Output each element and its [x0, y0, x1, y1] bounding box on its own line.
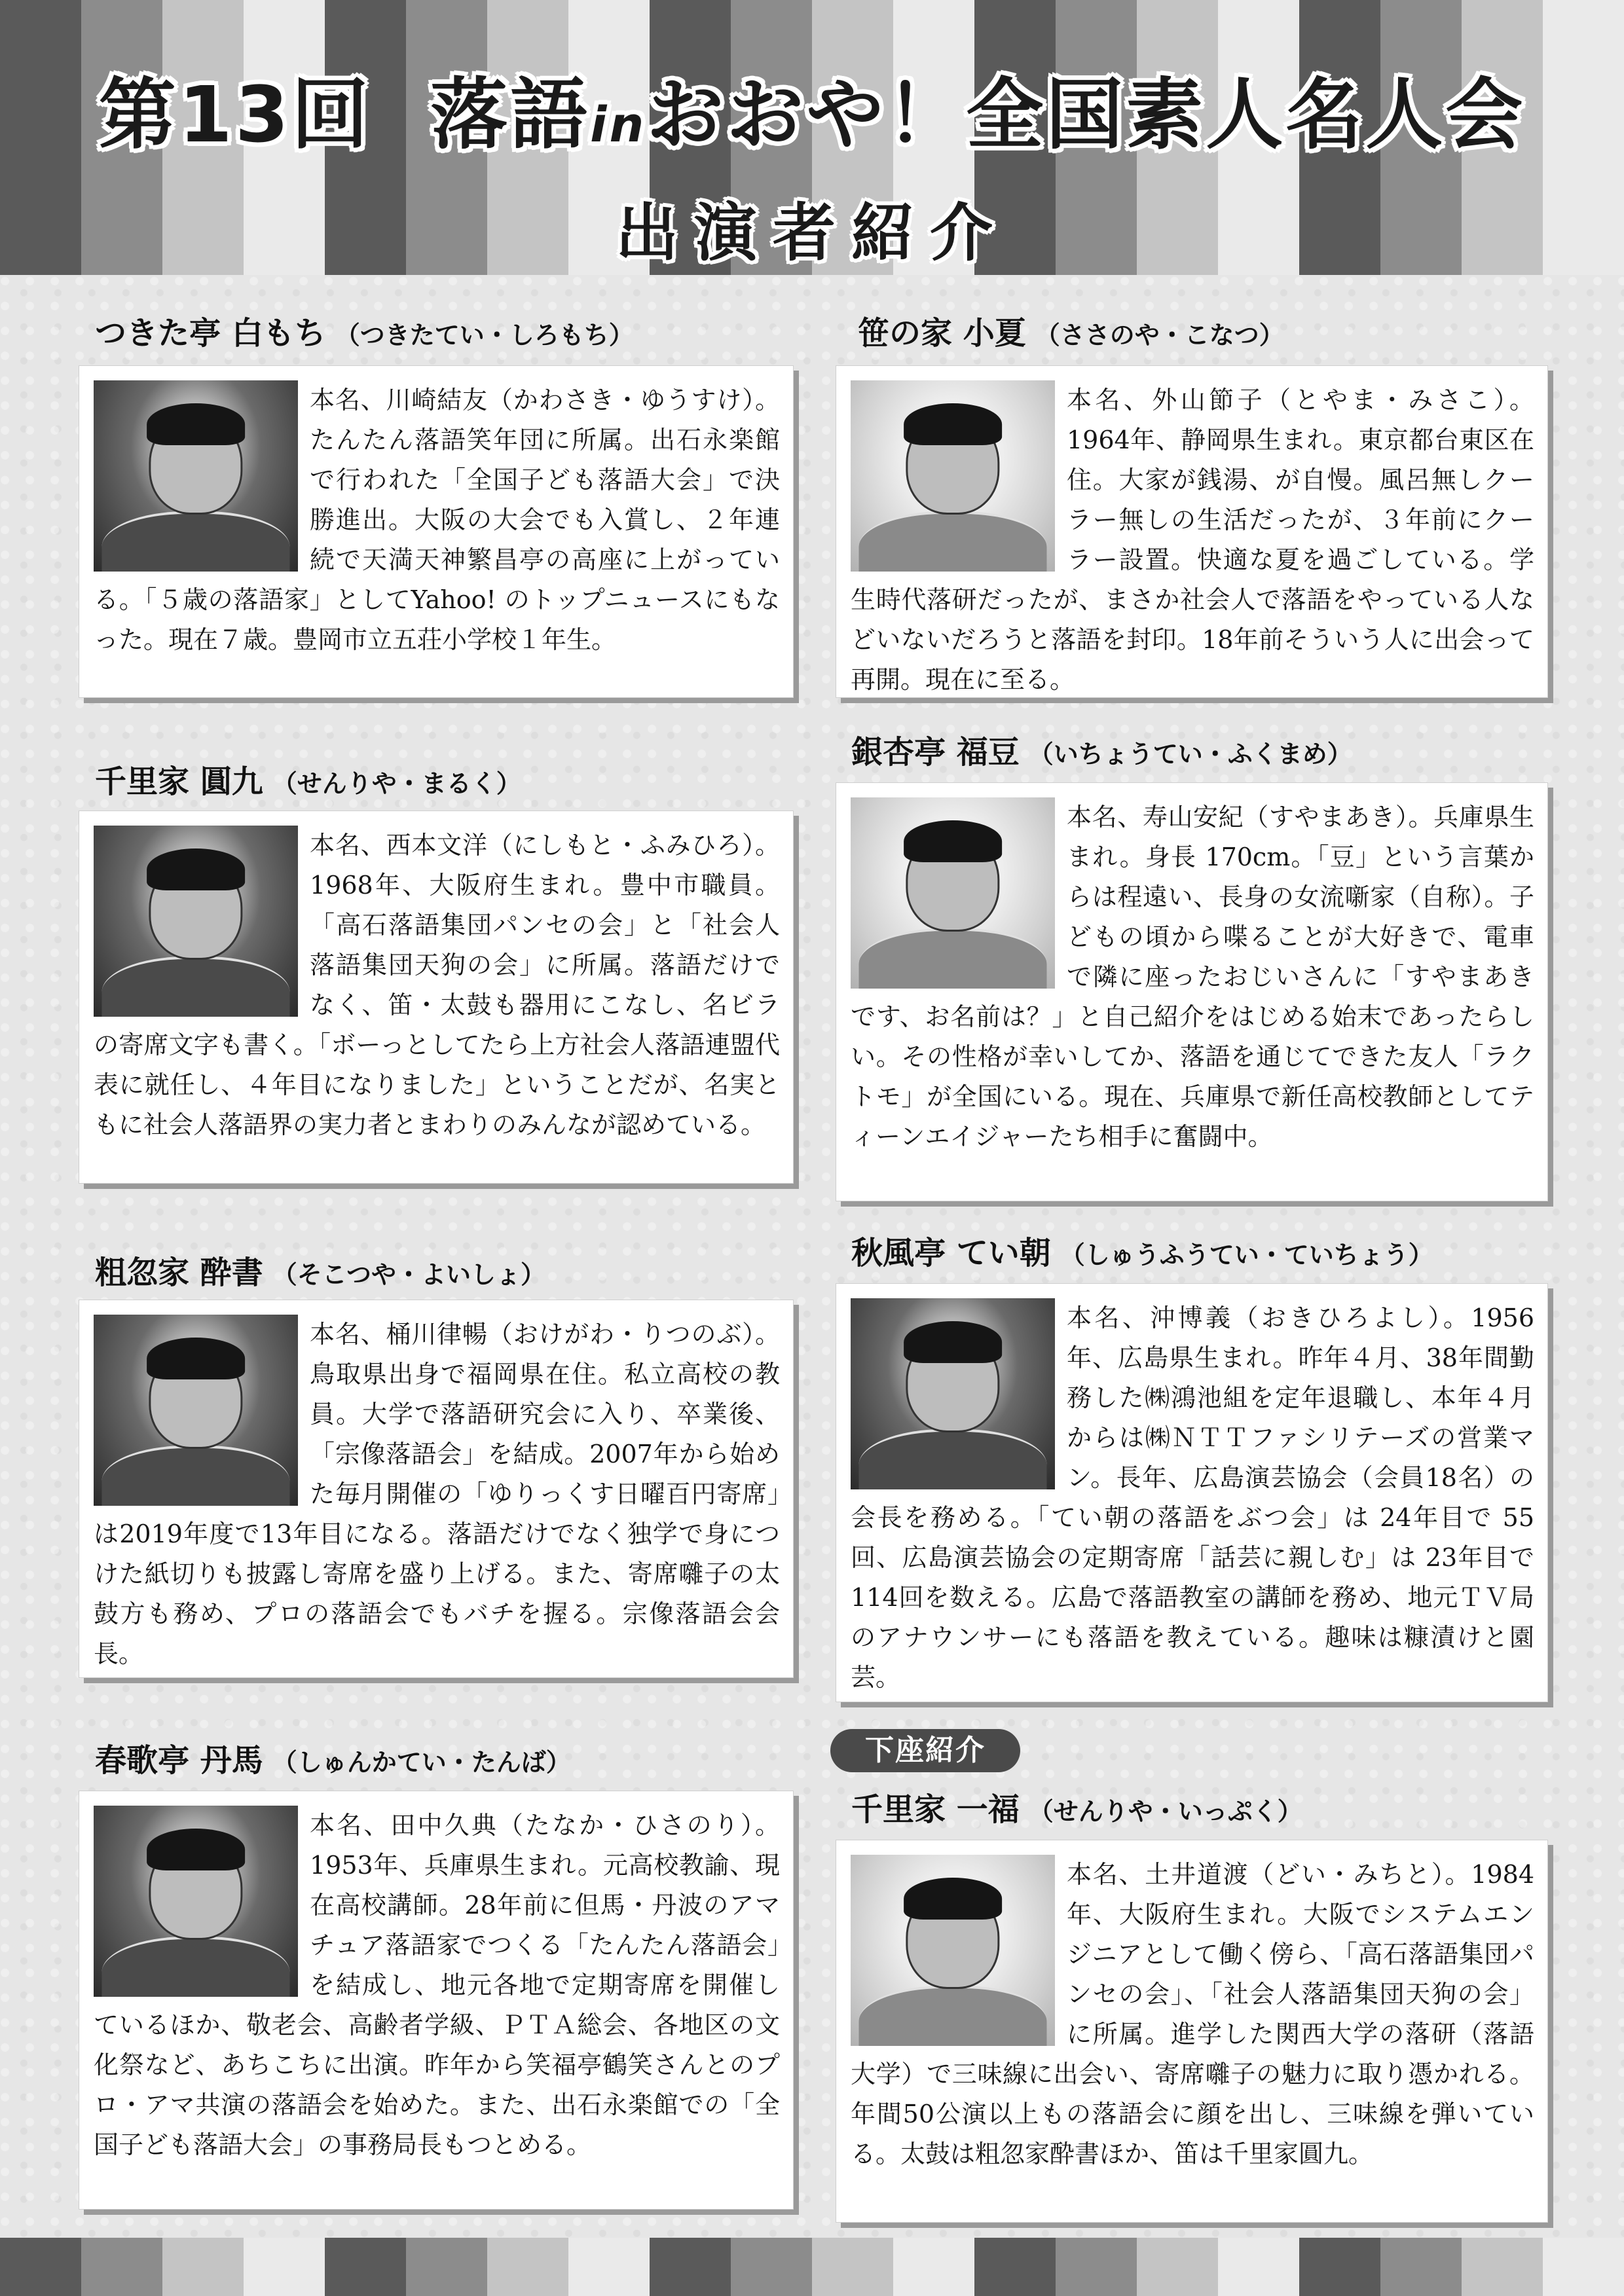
performer-name-7: 春歌亭 丹馬 （しゅんかてい・たんば）: [95, 1742, 571, 1779]
performer-bio-8: 本名、土井道渡（どい・みちと）。1984年、大阪府生まれ。大阪でシステムエンジニアとして働く傍ら、「高石落語集団パンセの会」、「社会人落語集団天狗の会」に所属。進学した関西大学の落研（落語大学）で三味線に出会い、寄席囃子の魅力に取り憑かれる。年間50公演以上もの落語会に顔を出し、三味線を弾いている。太鼓は粗忽家酔書ほか、笛は千里家圓九。: [851, 1860, 1534, 2168]
performer-card-7: [79, 1791, 794, 2210]
performer-photo-5: [94, 1315, 298, 1506]
performer-card-3: [79, 811, 794, 1184]
performer-photo-3: [94, 826, 298, 1017]
title-edition: 第13回: [98, 69, 371, 160]
performer-card-8: [836, 1840, 1548, 2223]
title-rakugo: 落語: [430, 69, 591, 160]
performer-photo-2: [851, 380, 1055, 572]
performer-name-1: つきた亭 白もち （つきたてい・しろもち）: [95, 315, 634, 352]
performer-photo-4: [851, 797, 1055, 989]
performer-bio-2: 本名、外山節子（とやま・みさこ）。1964年、静岡県生まれ。東京都台東区在住。大家が銭湯、が自慢。風呂無しクーラー無しの生活だったが、３年前にクーラー設置。快適な夏を過ごしている。学生時代落研だったが、まさか社会人で落語をやっている人などいないだろうと落語を封印。18年前そういう人に出会って再開。現在に至る。: [851, 386, 1534, 694]
performer-photo-1: [94, 380, 298, 572]
performer-name-2: 笹の家 小夏 （ささのや・こなつ）: [858, 315, 1284, 352]
performer-name-3: 千里家 圓九 （せんりや・まるく）: [95, 763, 521, 800]
performer-bio-4: 本名、寿山安紀（すやまあき）。兵庫県生まれ。身長 170cm。「豆」という言葉からは程遠い、長身の女流噺家（自称）。子どもの頃から喋ることが大好きで、電車で隣に座ったおじいさんに「すやまあきです、お名前は？」と自己紹介をはじめる始末であったらしい。その性格が幸いしてか、落語を通じてできた友人「ラクトモ」が全国にいる。現在、兵庫県で新任高校教師としてティーンエイジャーたち相手に奮闘中。: [851, 803, 1534, 1151]
performer-photo-7: [94, 1806, 298, 1997]
performer-bio-5: 本名、桶川律暢（おけがわ・りつのぶ）。鳥取県出身で福岡県在住。私立高校の教員。大学で落語研究会に入り、卒業後、「宗像落語会」を結成。2007年から始めた毎月開催の「ゆりっくす日曜百円寄席」は2019年度で13年目になる。落語だけでなく独学で身につけた紙切りも披露し寄席を盛り上げる。また、寄席囃子の太鼓方も務め、プロの落語会でもバチを握る。宗像落語会会長。: [94, 1320, 780, 1668]
performer-card-4: [836, 782, 1548, 1201]
performer-photo-6: [851, 1298, 1055, 1489]
performer-bio-6: 本名、沖博義（おきひろよし）。1956年、広島県生まれ。昨年４月、38年間勤務した㈱鴻池組を定年退職し、本年４月からは㈱ＮＴＴファシリテーズの営業マン。長年、広島演芸協会（会員18名）の会長を務める。「てい朝の落語をぶつ会」は 24年目で 55回、広島演芸協会の定期寄席「話芸に親しむ」は 23年目で 114回を数える。広島で落語教室の講師を務め、地元ＴＶ局のアナウンサーにも落語を教えている。趣味は糠漬けと園芸。: [851, 1303, 1534, 1692]
performer-card-1: [79, 365, 794, 698]
title-event: おおや！全国素人名人会: [646, 69, 1526, 160]
page-title: [0, 52, 1624, 164]
footer-stripes: [0, 2238, 1624, 2296]
performer-bio-7: 本名、田中久典（たなか・ひさのり）。1953年、兵庫県生まれ。元高校教諭、現在高校講師。28年前に但馬・丹波のアマチュア落語家でつくる「たんたん落語会」を結成し、地元各地で定期寄席を開催しているほか、敬老会、高齢者学級、ＰＴＡ総会、各地区の文化祭など、あちこちに出演。昨年から笑福亭鶴笑さんとのプロ・アマ共演の落語会を始めた。また、出石永楽館での「全国子ども落語大会」の事務局長もつとめる。: [94, 1811, 780, 2159]
performer-name-4: 銀杏亭 福豆 （いちょうてい・ふくまめ）: [851, 734, 1352, 771]
performer-name-5: 粗忽家 酔書 （そこつや・よいしょ）: [95, 1254, 545, 1291]
performer-card-2: [836, 365, 1548, 698]
page-subtitle: 出演者紹介: [616, 196, 1008, 270]
performer-bio-3: 本名、西本文洋（にしもと・ふみひろ）。1968年、大阪府生まれ。豊中市職員。「高石落語集団パンセの会」と「社会人落語集団天狗の会」に所属。落語だけでなく、笛・太鼓も器用にこなし、名ビラの寄席文字も書く。「ボーっとしてたら上方社会人落語連盟代表に就任し、４年目になりました」ということだが、名実ともに社会人落語界の実力者とまわりのみんなが認めている。: [94, 831, 780, 1139]
performer-card-6: [836, 1283, 1548, 1702]
performer-bio-1: 本名、川崎結友（かわさき・ゆうすけ）。たんたん落語笑年団に所属。出石永楽館で行われた「全国子ども落語大会」で決勝進出。大阪の大会でも入賞し、２年連続で天満天神繁昌亭の高座に上がっている。「５歳の落語家」としてYahoo! のトップニュースにもなった。現在７歳。豊岡市立五荘小学校１年生。: [94, 386, 780, 654]
performer-name-8: 千里家 一福 （せんりや・いっぷく）: [851, 1791, 1302, 1828]
performer-photo-8: [851, 1855, 1055, 2046]
title-in: in: [590, 97, 647, 153]
performer-name-6: 秋風亭 てい朝 （しゅうふうてい・ていちょう）: [851, 1235, 1433, 1271]
performer-card-5: [79, 1300, 794, 1678]
shita-za-badge: 下座紹介: [830, 1729, 1020, 1772]
